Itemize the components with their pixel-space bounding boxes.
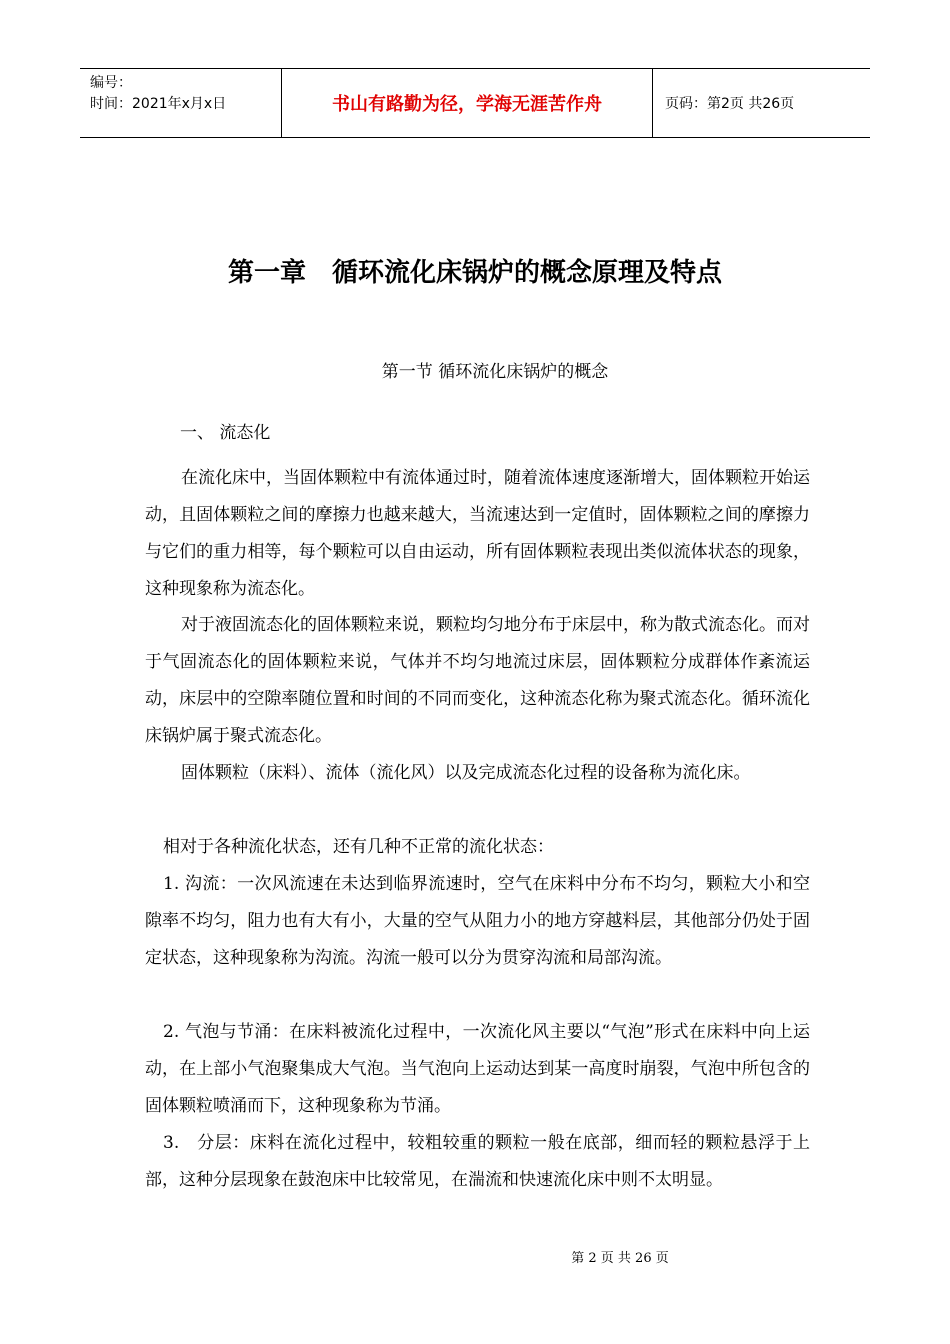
page-footer: 第 2 页 共 26 页 [571, 1251, 669, 1266]
number-label: 编号： [90, 75, 132, 91]
header-table [80, 68, 870, 138]
paragraph: 在流化床中，当固体颗粒中有流体通过时，随着流体速度逐渐增大，固体颗粒开始运动，且固体颗粒之间的摩擦力也越来越大，当流速达到一定值时，固体颗粒之间的摩擦力与它们的重力相等，每个颗粒可以自由运动，所有固体颗粒表现出类似流体状态的现象，这种现象称为流态化。 [145, 468, 810, 599]
header-motto: 书山有路勤为径，学海无涯苦作舟 [281, 69, 653, 137]
header-page-info: 页码：第2页 共26页 [665, 96, 795, 112]
list-item: 1. 沟流：一次风流速在未达到临界流速时，空气在床料中分布不均匀，颗粒大小和空隙率不均匀，阻力也有大有小，大量的空气从阻力小的地方穿越料层，其他部分仍处于固定状态，这种现象称为沟流。沟流一般可以分为贯穿沟流和局部沟流。 [145, 874, 810, 968]
list-item: 3. 分层：床料在流化过程中，较粗较重的颗粒一般在底部，细而轻的颗粒悬浮于上部，这种分层现象在鼓泡床中比较常见，在湍流和快速流化床中则不太明显。 [145, 1133, 810, 1190]
list-item: 2. 气泡与节涌：在床料被流化过程中，一次流化风主要以“气泡”形式在床料中向上运动，在上部小气泡聚集成大气泡。当气泡向上运动达到某一高度时崩裂，气泡中所包含的固体颗粒喷涌而下，这种现象称为节涌。 [145, 1022, 810, 1116]
header-left-cell [80, 69, 281, 137]
subheading: 一、 流态化 [180, 423, 271, 443]
section-title: 第一节 循环流化床锅炉的概念 [381, 362, 609, 382]
chapter-title: 第一章 循环流化床锅炉的概念原理及特点 [227, 258, 722, 288]
paragraph: 固体颗粒（床料）、流体（流化风）以及完成流态化过程的设备称为流化床。 [181, 763, 751, 783]
date-label: 时间：2021年x月x日 [90, 96, 227, 112]
paragraph: 相对于各种流化状态，还有几种不正常的流化状态： [163, 837, 554, 857]
paragraph: 对于液固流态化的固体颗粒来说，颗粒均匀地分布于床层中，称为散式流态化。而对于气固流态化的固体颗粒来说，气体并不均匀地流过床层，固体颗粒分成群体作紊流运动，床层中的空隙率随位置和时间的不同而变化，这种流态化称为聚式流态化。循环流化床锅炉属于聚式流态化。 [145, 615, 810, 746]
